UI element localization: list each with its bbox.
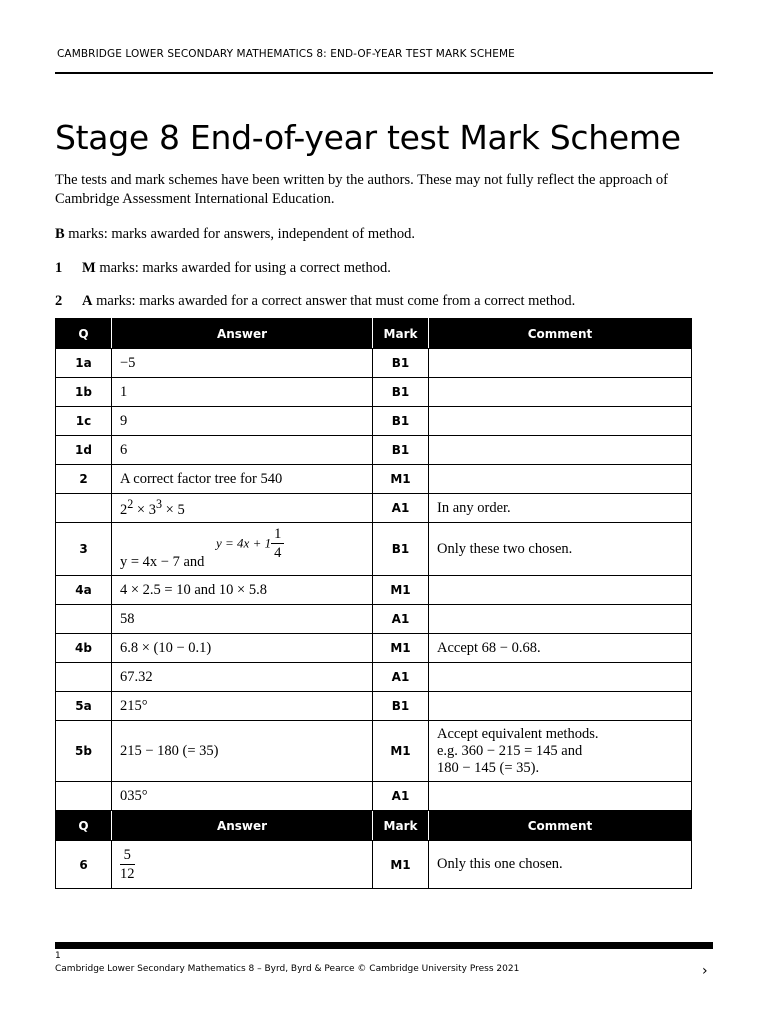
header-divider	[55, 72, 713, 74]
cell-q: 1b	[56, 378, 112, 407]
page-number: 1	[55, 951, 61, 961]
cell-mark: M1	[373, 576, 429, 605]
cell-q: 4b	[56, 634, 112, 663]
fraction-numerator: 5	[120, 846, 135, 865]
cell-q	[56, 605, 112, 634]
cell-comment: Only this one chosen.	[429, 841, 692, 889]
cell-answer: 1	[112, 378, 373, 407]
cell-mark: B1	[373, 349, 429, 378]
cell-answer: 58	[112, 605, 373, 634]
note-a-marks	[55, 293, 575, 310]
comment-line: Accept equivalent methods.	[437, 725, 599, 742]
cell-comment	[429, 663, 692, 692]
note-key: B	[55, 226, 65, 242]
note-text: marks: marks awarded for answers, independent of method.	[64, 226, 415, 242]
table-row	[56, 841, 692, 889]
header-answer: Answer	[112, 811, 373, 841]
answer-part: × 5	[162, 501, 185, 518]
cell-answer: 035°	[112, 782, 373, 811]
note-key: A	[82, 293, 93, 309]
table-row	[56, 523, 692, 576]
cell-mark: B1	[373, 407, 429, 436]
table-row	[56, 436, 692, 465]
cell-mark: M1	[373, 721, 429, 782]
note-number: 2	[55, 293, 63, 309]
cell-mark: B1	[373, 436, 429, 465]
footer-divider	[55, 942, 713, 949]
cell-comment	[429, 465, 692, 494]
answer-base: 2	[120, 501, 128, 518]
cell-q: 2	[56, 465, 112, 494]
cell-q: 6	[56, 841, 112, 889]
footer-copyright: Cambridge Lower Secondary Mathematics 8 – Byrd, Byrd & Pearce © Cambridge University Press 2021	[55, 964, 520, 974]
table-header-row-repeat	[56, 811, 692, 841]
cell-q	[56, 782, 112, 811]
answer-fraction	[120, 846, 135, 883]
cell-comment	[429, 378, 692, 407]
cell-mark: B1	[373, 692, 429, 721]
cell-q: 4a	[56, 576, 112, 605]
table-row	[56, 378, 692, 407]
cell-answer: 6.8 × (10 − 0.1)	[112, 634, 373, 663]
note-number: 1	[55, 260, 63, 276]
cell-q: 1c	[56, 407, 112, 436]
cell-answer: 215°	[112, 692, 373, 721]
cell-mark: A1	[373, 782, 429, 811]
cell-answer: 6	[112, 436, 373, 465]
cell-mark: M1	[373, 634, 429, 663]
cell-answer: −5	[112, 349, 373, 378]
next-page-arrow-icon: ›	[702, 963, 708, 979]
cell-comment	[429, 605, 692, 634]
cell-q: 1a	[56, 349, 112, 378]
cell-q: 3	[56, 523, 112, 576]
page-title: Stage 8 End-of-year test Mark Scheme	[55, 118, 681, 157]
table-row	[56, 576, 692, 605]
cell-q: 5a	[56, 692, 112, 721]
note-b-marks	[55, 226, 415, 243]
table-row	[56, 605, 692, 634]
cell-comment: Accept 68 − 0.68.	[429, 634, 692, 663]
cell-q: 5b	[56, 721, 112, 782]
cell-answer: A correct factor tree for 540	[112, 465, 373, 494]
cell-mark: A1	[373, 663, 429, 692]
cell-comment	[429, 721, 692, 782]
table-row	[56, 782, 692, 811]
answer-equation-1: y = 4x − 7 and	[120, 554, 205, 570]
answer-part: × 3	[133, 501, 156, 518]
cell-q: 1d	[56, 436, 112, 465]
note-m-marks	[55, 260, 391, 277]
table-row	[56, 663, 692, 692]
cell-mark: B1	[373, 523, 429, 576]
intro-paragraph: The tests and mark schemes have been written by the authors. These may not fully reflect the approach of Cambridge Assessment International Education.	[55, 172, 668, 207]
cell-comment	[429, 436, 692, 465]
header-comment: Comment	[429, 811, 692, 841]
cell-comment: Only these two chosen.	[429, 523, 692, 576]
header-q: Q	[56, 811, 112, 841]
header-mark: Mark	[373, 811, 429, 841]
note-key: M	[82, 260, 96, 276]
table-row	[56, 349, 692, 378]
header-answer: Answer	[112, 319, 373, 349]
header-mark: Mark	[373, 319, 429, 349]
cell-mark: A1	[373, 494, 429, 523]
cell-q	[56, 494, 112, 523]
table-row	[56, 407, 692, 436]
table-row	[56, 692, 692, 721]
cell-comment	[429, 407, 692, 436]
cell-comment: In any order.	[429, 494, 692, 523]
equation-2-prefix: y = 4x + 1	[216, 535, 272, 551]
cell-answer	[112, 494, 373, 523]
cell-answer: 215 − 180 (= 35)	[112, 721, 373, 782]
cell-mark: M1	[373, 841, 429, 889]
table-row	[56, 465, 692, 494]
running-header: CAMBRIDGE LOWER SECONDARY MATHEMATICS 8: END-OF-YEAR TEST MARK SCHEME	[57, 48, 515, 60]
cell-mark: B1	[373, 378, 429, 407]
answer-exponent: 2	[127, 497, 134, 512]
mark-scheme-table	[55, 318, 692, 889]
fraction-numerator: 1	[271, 525, 284, 544]
cell-answer: 67.32	[112, 663, 373, 692]
note-text: marks: marks awarded for a correct answer that must come from a correct method.	[92, 293, 576, 309]
cell-comment	[429, 576, 692, 605]
cell-answer: 9	[112, 407, 373, 436]
table-row	[56, 494, 692, 523]
header-comment: Comment	[429, 319, 692, 349]
fraction-denominator: 4	[274, 545, 282, 561]
table-row	[56, 721, 692, 782]
comment-line: e.g. 360 − 215 = 145 and	[437, 742, 583, 759]
comment-line: 180 − 145 (= 35).	[437, 759, 540, 776]
cell-comment	[429, 782, 692, 811]
cell-mark: M1	[373, 465, 429, 494]
table-header-row	[56, 319, 692, 349]
cell-answer	[112, 841, 373, 889]
header-q: Q	[56, 319, 112, 349]
answer-exponent: 3	[155, 497, 163, 512]
answer-equation-2	[216, 525, 284, 562]
note-text: marks: marks awarded for using a correct method.	[95, 260, 391, 276]
fraction-denominator: 12	[120, 866, 135, 882]
cell-comment	[429, 692, 692, 721]
cell-answer	[112, 523, 373, 576]
cell-comment	[429, 349, 692, 378]
table-row	[56, 634, 692, 663]
cell-q	[56, 663, 112, 692]
cell-answer: 4 × 2.5 = 10 and 10 × 5.8	[112, 576, 373, 605]
cell-mark: A1	[373, 605, 429, 634]
